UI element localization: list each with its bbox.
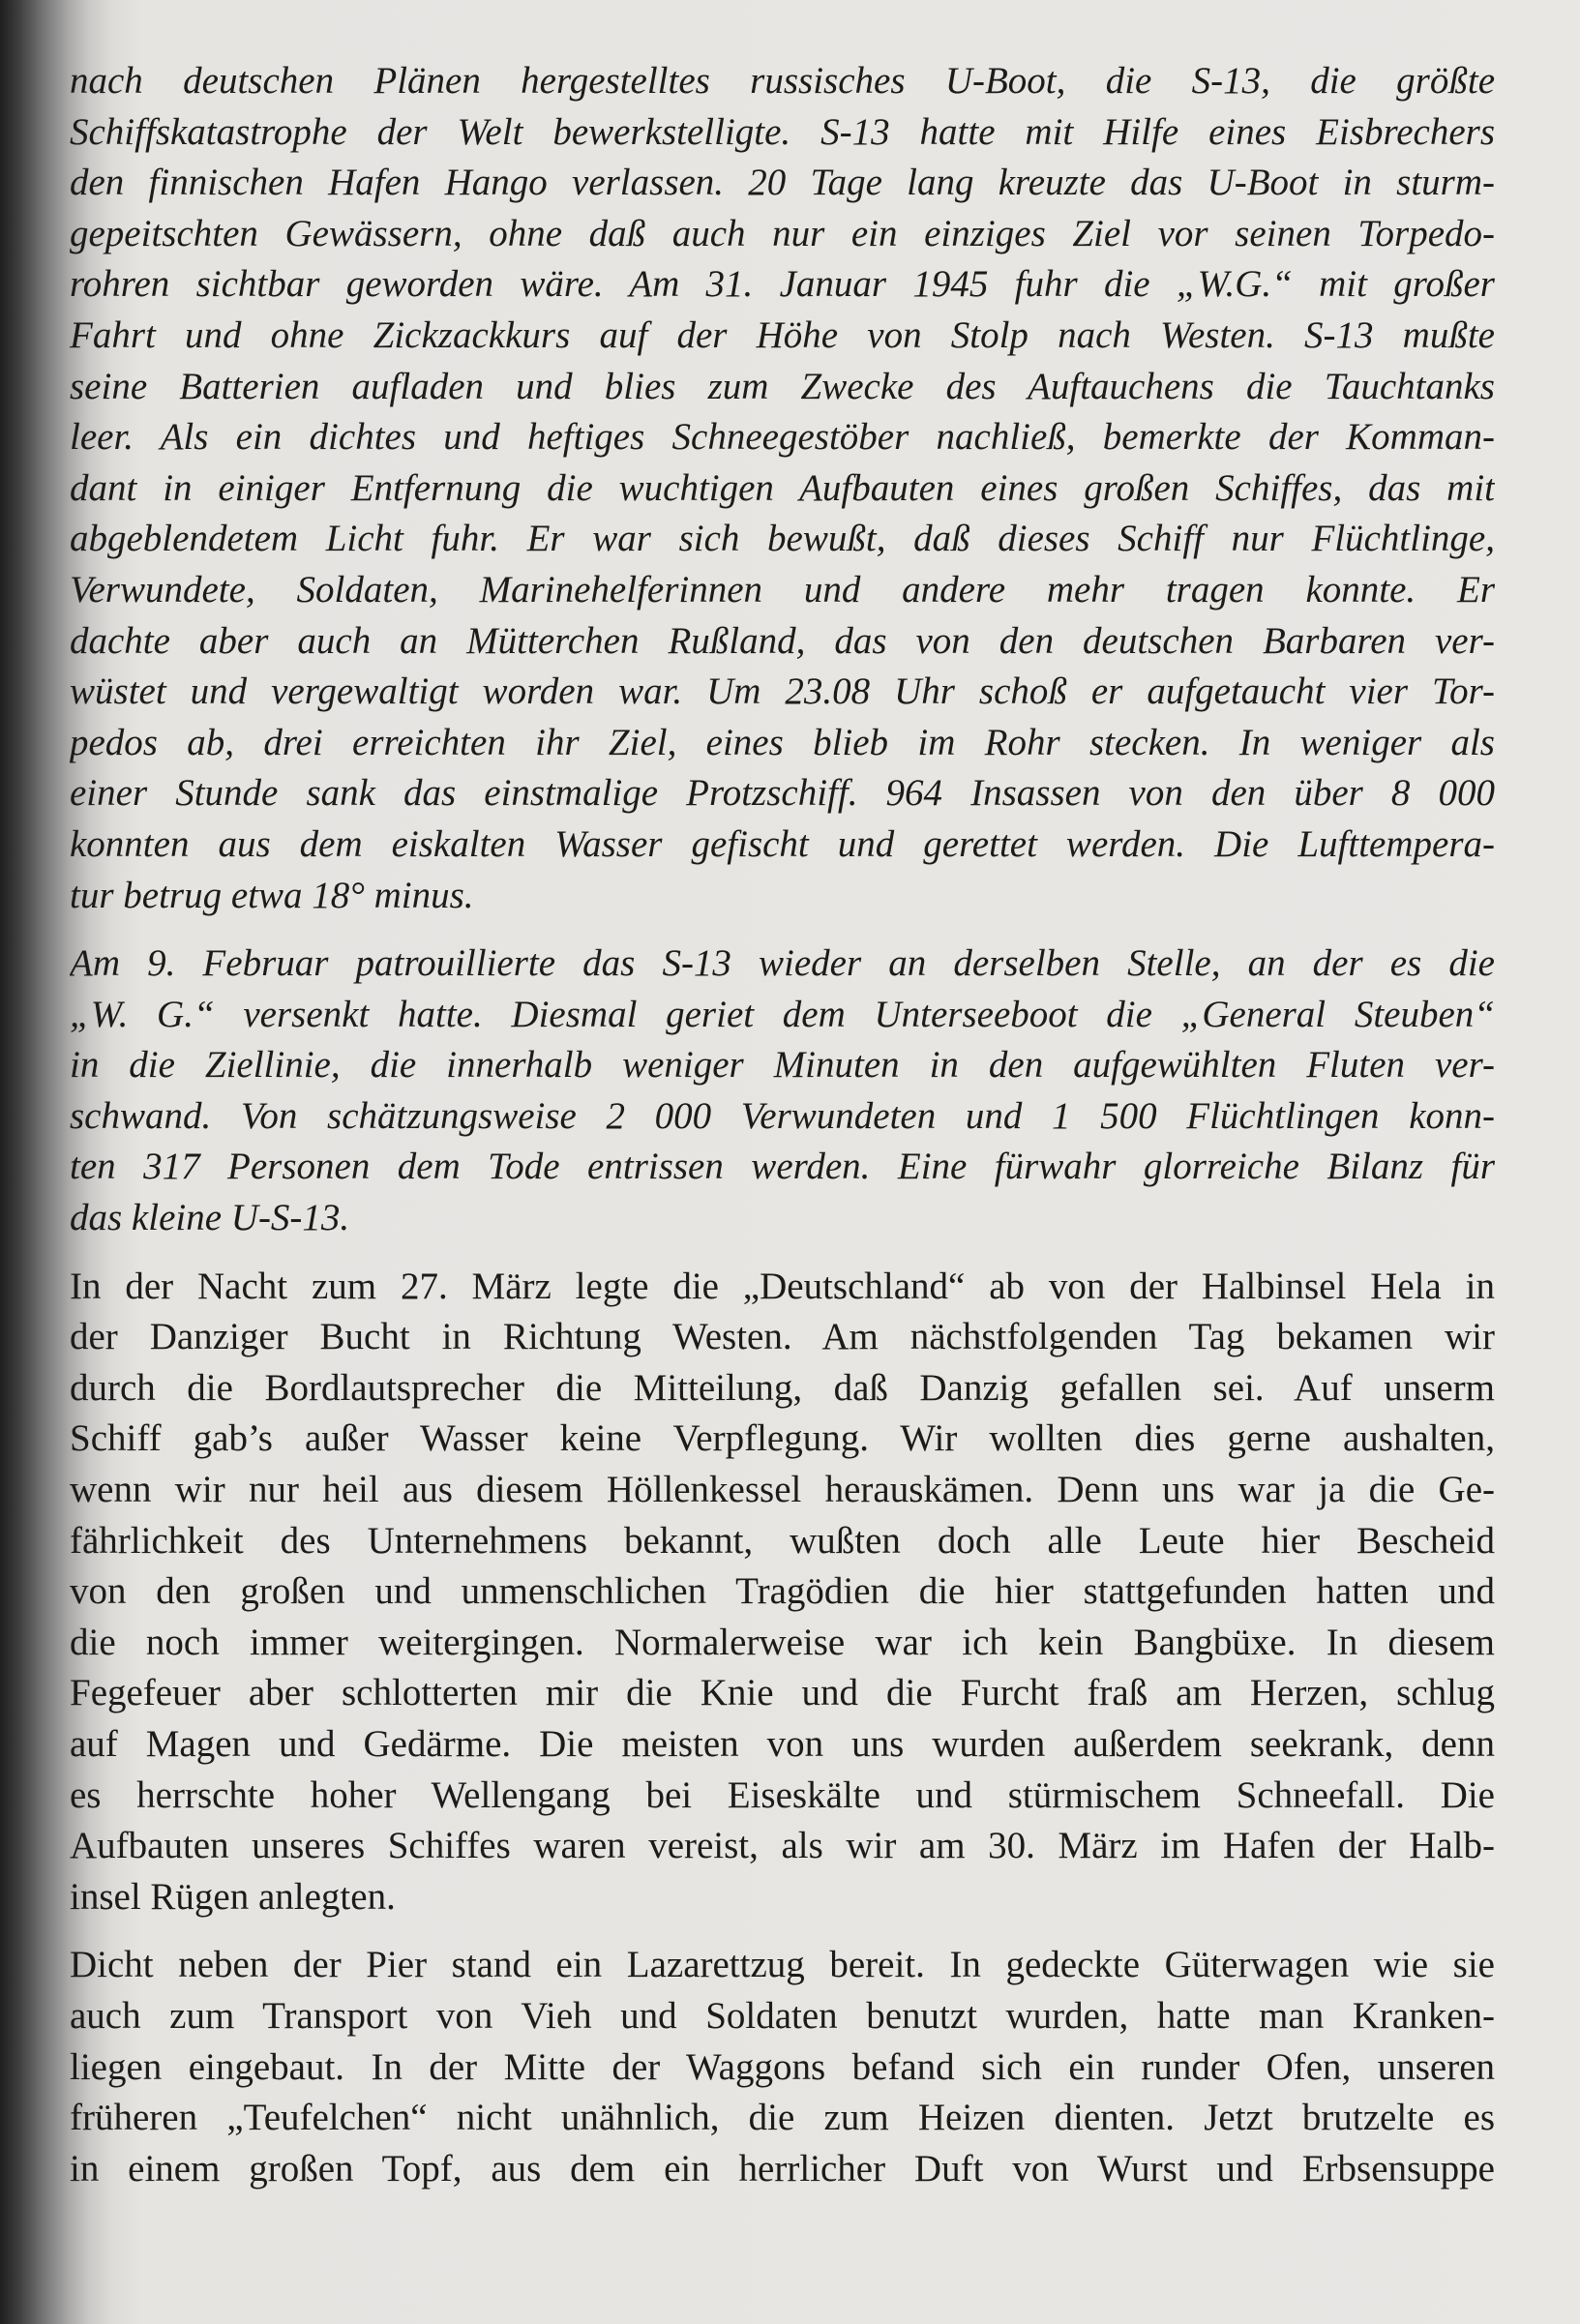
text-line: Fegefeuer aber schlotterten mir die Knie und die Furcht fraß am Herzen, schlug xyxy=(70,1672,1495,1714)
text-line: den finnischen Hafen Hango verlassen. 20 Tage lang kreuzte das U-Boot in sturm- xyxy=(70,162,1495,204)
text-line: wenn wir nur heil aus diesem Höllenkessel herauskämen. Denn uns war ja die Ge- xyxy=(70,1469,1495,1511)
text-line: rohren sichtbar geworden wäre. Am 31. Januar 1945 fuhr die „W.G.“ mit großer xyxy=(70,263,1495,306)
text-line: auf Magen und Gedärme. Die meisten von uns wurden außerdem seekrank, denn xyxy=(70,1723,1495,1765)
text-line: in die Ziellinie, die innerhalb weniger Minuten in den aufgewühlten Fluten ver- xyxy=(70,1044,1495,1087)
text-line: pedos ab, drei erreichten ihr Ziel, eines blieb im Rohr stecken. In weniger als xyxy=(70,721,1495,763)
text-line: insel Rügen anlegten. xyxy=(70,1875,396,1918)
text-line: Fahrt und ohne Zickzackkurs auf der Höhe von Stolp nach Westen. S-13 mußte xyxy=(70,313,1495,356)
text-line: leer. Als ein dichtes und heftiges Schneegestöber nachließ, bemerkte der Komman- xyxy=(70,416,1495,459)
text-line: Schiffskatastrophe der Welt bewerkstelligte. S-13 hatte mit Hilfe eines Eisbrechers xyxy=(70,110,1495,153)
body-text xyxy=(70,56,1495,2212)
text-line: konnten aus dem eiskalten Wasser gefischt und gerettet werden. Die Lufttempera- xyxy=(70,822,1495,865)
text-line: das kleine U-S-13. xyxy=(70,1197,350,1239)
text-line: Am 9. Februar patrouillierte das S-13 wieder an derselben Stelle, an der es die xyxy=(70,942,1495,985)
paragraph-general-steuben xyxy=(70,939,1495,1244)
text-line: abgeblendetem Licht fuhr. Er war sich bewußt, daß dieses Schiff nur Flüchtlinge, xyxy=(70,518,1495,560)
text-line: auch zum Transport von Vieh und Soldaten benutzt wurden, hatte man Kranken- xyxy=(70,1994,1495,2037)
text-line: In der Nacht zum 27. März legte die „Deutschland“ ab von der Halbinsel Hela in xyxy=(70,1265,1495,1307)
text-line: durch die Bordlautsprecher die Mitteilung, daß Danzig gefallen sei. Auf unserm xyxy=(70,1366,1495,1409)
text-line: nach deutschen Plänen hergestelltes russisches U-Boot, die S-13, die größte xyxy=(70,60,1495,102)
text-line: einer Stunde sank das einstmalige Protzschiff. 964 Insassen von den über 8 000 xyxy=(70,772,1495,815)
text-line: dant in einiger Entfernung die wuchtigen Aufbauten eines großen Schiffes, das mit xyxy=(70,466,1495,509)
text-line: ten 317 Personen dem Tode entrissen werden. Eine fürwahr glorreiche Bilanz für xyxy=(70,1146,1495,1188)
text-line: die noch immer weitergingen. Normalerweise war ich kein Bangbüxe. In diesem xyxy=(70,1621,1495,1663)
paragraph-lazarettzug xyxy=(70,1940,1495,2194)
text-line: in einem großen Topf, aus dem ein herrlicher Duft von Wurst und Erbsensuppe xyxy=(70,2147,1495,2190)
text-line: gepeitschten Gewässern, ohne daß auch nur ein einziges Ziel vor seinen Torpedo- xyxy=(70,212,1495,254)
text-line: Dicht neben der Pier stand ein Lazarettzug bereit. In gedeckte Güterwagen wie sie xyxy=(70,1944,1495,1986)
text-line: wüstet und vergewaltigt worden war. Um 23.08 Uhr schoß er aufgetaucht vier Tor- xyxy=(70,670,1495,713)
text-line: Verwundete, Soldaten, Marinehelferinnen und andere mehr tragen konnte. Er xyxy=(70,568,1495,611)
text-line: früheren „Teufelchen“ nicht unähnlich, die zum Heizen dienten. Jetzt brutzelte es xyxy=(70,2097,1495,2139)
text-line: der Danziger Bucht in Richtung Westen. Am nächstfolgenden Tag bekamen wir xyxy=(70,1316,1495,1358)
text-line: von den großen und unmenschlichen Tragödien die hier stattgefunden hatten und xyxy=(70,1570,1495,1613)
text-line: liegen eingebaut. In der Mitte der Waggons befand sich ein runder Ofen, unseren xyxy=(70,2045,1495,2088)
text-line: dachte aber auch an Mütterchen Rußland, das von den deutschen Barbaren ver- xyxy=(70,619,1495,662)
text-line: „W. G.“ versenkt hatte. Diesmal geriet dem Unterseeboot die „General Steuben“ xyxy=(70,993,1495,1035)
text-line: Aufbauten unseres Schiffes waren vereist, als wir am 30. März im Hafen der Halb- xyxy=(70,1825,1495,1867)
text-line: fährlichkeit des Unternehmens bekannt, wußten doch alle Leute hier Bescheid xyxy=(70,1519,1495,1562)
paragraph-deutschland-voyage xyxy=(70,1262,1495,1923)
paragraph-s13-wilhelm-gustloff xyxy=(70,56,1495,921)
text-line: seine Batterien aufladen und blies zum Zwecke des Auftauchens die Tauchtanks xyxy=(70,365,1495,407)
text-line: es herrschte hoher Wellengang bei Eiseskälte und stürmischem Schneefall. Die xyxy=(70,1773,1495,1816)
text-line: tur betrug etwa 18° minus. xyxy=(70,874,474,916)
text-line: schwand. Von schätzungsweise 2 000 Verwundeten und 1 500 Flüchtlingen konn- xyxy=(70,1094,1495,1137)
text-line: Schiff gab’s außer Wasser keine Verpflegung. Wir wollten dies gerne aushalten, xyxy=(70,1417,1495,1460)
